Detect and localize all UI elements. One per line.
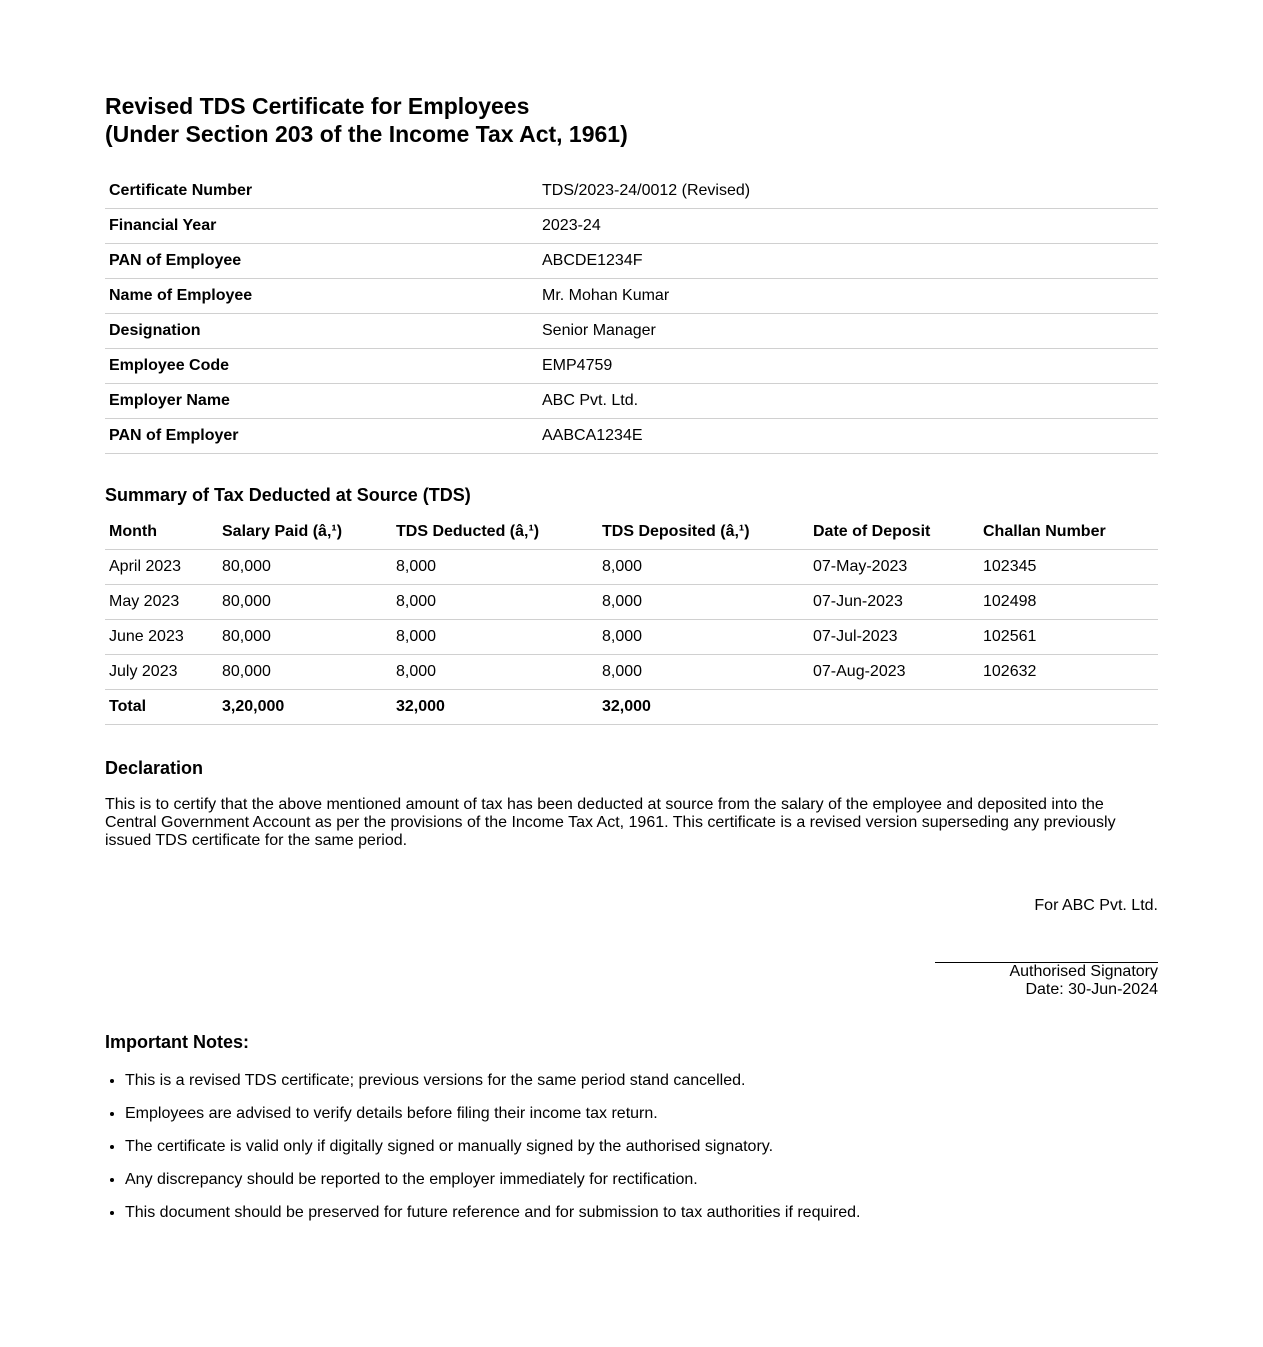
list-item: • Employees are advised to verify details before filing their income tax return. [125,1105,1158,1123]
cell-challan-number: 102632 [979,655,1158,690]
detail-label: Name of Employee [105,279,538,314]
total-date-of-deposit [809,690,979,725]
cell-challan-number: 102498 [979,585,1158,620]
declaration-text: This is to certify that the above mentioned amount of tax has been deducted at source from the salary of the employee and deposited into the Central Government Account as per the provisions of the Income Tax Act, 1961. This certificate is a revised version superseding any previously issued TDS certificate for the same period. [105,796,1116,849]
cell-date-of-deposit: 07-Jun-2023 [809,585,979,620]
detail-value: Senior Manager [538,314,1158,349]
cell-tds-deducted: 8,000 [392,655,598,690]
detail-label: Financial Year [105,209,538,244]
table-row [105,550,1158,585]
notes-list [105,1072,1158,1222]
details-row [105,244,1158,279]
cell-tds-deposited: 8,000 [598,550,809,585]
detail-label: PAN of Employee [105,244,538,279]
details-row [105,349,1158,384]
summary-heading: Summary of Tax Deducted at Source (TDS) [105,485,471,505]
cell-salary-paid: 80,000 [218,620,392,655]
cell-tds-deducted: 8,000 [392,620,598,655]
total-label: Total [105,690,218,725]
column-header-tds-deposited: TDS Deposited (â‚¹) [598,515,809,550]
cell-date-of-deposit: 07-Aug-2023 [809,655,979,690]
list-item: • The certificate is valid only if digitally signed or manually signed by the authorised signatory. [125,1138,1158,1156]
total-challan-number [979,690,1158,725]
table-header-row [105,515,1158,550]
cell-date-of-deposit: 07-Jul-2023 [809,620,979,655]
detail-value: Mr. Mohan Kumar [538,279,1158,314]
detail-label: Employee Code [105,349,538,384]
detail-value: EMP4759 [538,349,1158,384]
cell-challan-number: 102345 [979,550,1158,585]
table-row [105,620,1158,655]
column-header-challan-number: Challan Number [979,515,1158,550]
list-item: • This document should be preserved for future reference and for submission to tax authorities if required. [125,1204,1158,1222]
cell-tds-deducted: 8,000 [392,550,598,585]
details-row [105,279,1158,314]
title-line-2: (Under Section 203 of the Income Tax Act, 1961) [105,121,628,147]
notes-heading: Important Notes: [105,1032,249,1052]
cell-salary-paid: 80,000 [218,585,392,620]
detail-value: TDS/2023-24/0012 (Revised) [538,174,1158,209]
detail-label: PAN of Employer [105,419,538,454]
cell-month: June 2023 [105,620,218,655]
cell-month: May 2023 [105,585,218,620]
cell-tds-deposited: 8,000 [598,655,809,690]
total-tds-deducted: 32,000 [392,690,598,725]
detail-value: ABC Pvt. Ltd. [538,384,1158,419]
signatory-title: Authorised Signatory [1009,963,1158,980]
cell-challan-number: 102561 [979,620,1158,655]
cell-month: April 2023 [105,550,218,585]
cell-salary-paid: 80,000 [218,550,392,585]
certificate-page [105,92,1158,1237]
signature-date: Date: 30-Jun-2024 [1025,981,1158,998]
details-row [105,314,1158,349]
column-header-tds-deducted: TDS Deducted (â‚¹) [392,515,598,550]
details-row [105,384,1158,419]
details-row [105,419,1158,454]
certificate-title [105,92,1158,148]
column-header-salary-paid: Salary Paid (â‚¹) [218,515,392,550]
signature-block [105,897,1158,999]
table-row [105,655,1158,690]
detail-label: Designation [105,314,538,349]
table-row [105,585,1158,620]
list-item: • Any discrepancy should be reported to the employer immediately for rectification. [125,1171,1158,1189]
title-line-1: Revised TDS Certificate for Employees [105,93,530,119]
details-row [105,174,1158,209]
tds-summary-table [105,515,1158,725]
cell-tds-deducted: 8,000 [392,585,598,620]
declaration-heading: Declaration [105,758,204,778]
details-row [105,209,1158,244]
detail-value: 2023-24 [538,209,1158,244]
detail-label: Employer Name [105,384,538,419]
cell-tds-deposited: 8,000 [598,620,809,655]
detail-value: AABCA1234E [538,419,1158,454]
detail-label: Certificate Number [105,174,538,209]
certificate-details-table [105,174,1158,454]
detail-value: ABCDE1234F [538,244,1158,279]
table-total-row [105,690,1158,725]
cell-date-of-deposit: 07-May-2023 [809,550,979,585]
total-salary-paid: 3,20,000 [218,690,392,725]
column-header-date-of-deposit: Date of Deposit [809,515,979,550]
list-item: • This is a revised TDS certificate; previous versions for the same period stand cancelled. [125,1072,1158,1090]
cell-salary-paid: 80,000 [218,655,392,690]
cell-month: July 2023 [105,655,218,690]
total-tds-deposited: 32,000 [598,690,809,725]
cell-tds-deposited: 8,000 [598,585,809,620]
signature-for-line: For ABC Pvt. Ltd. [1034,897,1158,914]
column-header-month: Month [105,515,218,550]
